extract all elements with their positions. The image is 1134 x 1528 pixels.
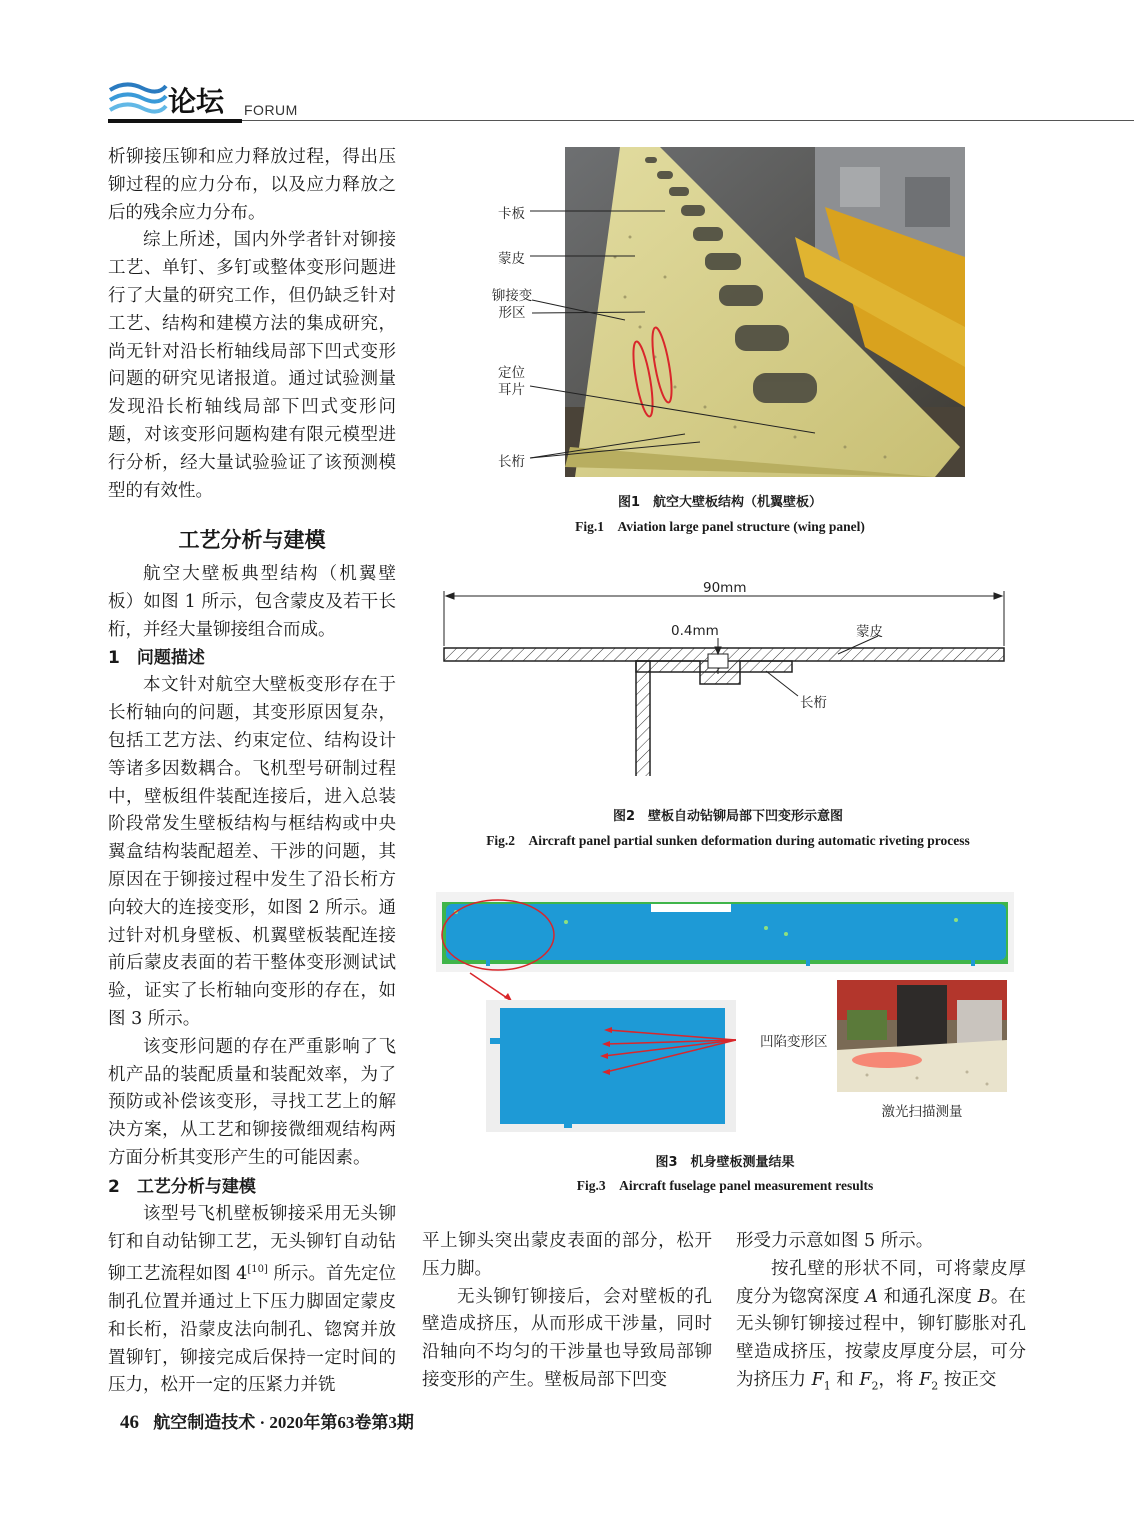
symbol-A: A bbox=[865, 1286, 879, 1307]
laser-scan-photo bbox=[837, 980, 1007, 1092]
subscript-2: 2 bbox=[871, 1379, 879, 1393]
right-column bbox=[736, 1228, 1026, 1400]
fig1-label-tab: 定位耳片 bbox=[498, 365, 525, 398]
fig1-label-skin: 蒙皮 bbox=[498, 251, 525, 267]
paragraph: 该变形问题的存在严重影响了飞机产品的装配质量和装配效率，为了预防或补偿该变形，寻找工艺上的解决方案，从工艺和铆接微细观结构两方面分析其变形产生的可能因素。 bbox=[108, 1036, 396, 1168]
left-column-lower bbox=[108, 561, 396, 1400]
fig2-dim-total: 90mm bbox=[703, 580, 747, 596]
header-rule-thick bbox=[108, 119, 242, 123]
fig3-caption-cn: 图3 机身壁板测量结果 bbox=[655, 1155, 795, 1170]
paragraph bbox=[736, 1256, 1026, 1400]
page-number: 46 bbox=[120, 1412, 139, 1433]
text-run: 该型号飞机壁板铆接采用无头铆钉和自动钻铆工艺，无头铆钉自动钻铆工艺流程如图 4 bbox=[108, 1203, 396, 1285]
fig2-section-diagram bbox=[438, 576, 1018, 776]
fig2-caption-cn: 图2 壁板自动钻铆局部下凹变形示意图 bbox=[612, 809, 844, 824]
forum-logo-icon bbox=[108, 80, 168, 118]
subscript-2: 2 bbox=[931, 1379, 939, 1393]
fig1-label-deform: 铆接变形区 bbox=[491, 288, 533, 321]
paragraph: 形受力示意如图 5 所示。 bbox=[736, 1231, 934, 1251]
text-run: 按正交 bbox=[938, 1369, 997, 1390]
fig1-leader-lines bbox=[470, 140, 970, 480]
fig2-label-skin: 蒙皮 bbox=[856, 624, 883, 640]
paragraph: 本文针对航空大壁板变形存在于长桁轴向的问题，其变形原因复杂，包括工艺方法、约束定位、结构设计等诸多因数耦合。飞机型号研制过程中，壁板组件装配连接后，进入总装阶段常发生壁板结构与框结构或中央翼盒结构装配超差、干涉的问题，其原因在于铆接过程中发生了沿长桁方向较大的连接变形，如图 2 所示。通过针对机身壁板、机翼壁板装配连接前后蒙皮表面的若干整体变形测试试验，证实了长桁轴向变形的存在，如图 3 所示。 bbox=[108, 675, 396, 1029]
section-title: 工艺分析与建模 bbox=[178, 528, 326, 552]
symbol-B: B bbox=[977, 1286, 991, 1307]
fig2-dim-gap: 0.4mm bbox=[671, 623, 719, 639]
fig1-label-clamp: 卡板 bbox=[498, 206, 525, 222]
fig3-label-laser: 激光扫描测量 bbox=[881, 1104, 963, 1120]
subscript-1: 1 bbox=[823, 1379, 831, 1393]
left-column bbox=[108, 144, 396, 505]
fig1-caption-cn: 图1 航空大壁板结构（机翼壁板） bbox=[617, 495, 823, 510]
text-run: 和通孔深度 bbox=[878, 1286, 978, 1307]
figure-3 bbox=[430, 888, 1020, 1198]
text-run: 和 bbox=[830, 1369, 860, 1390]
header bbox=[0, 70, 1134, 130]
text-run: 。在无头铆钉铆接过程中，铆钉膨胀对孔壁造成挤压，按蒙皮厚度分层，可分为挤压力 bbox=[736, 1286, 1026, 1390]
header-title: 论坛 bbox=[168, 85, 225, 118]
text-run: 所示。首先定位制孔位置并通过上下压力脚固定蒙皮和长桁，沿蒙皮法向制孔、锪窝并放置铆钉，铆接完成后保持一定时间的压力，松开一定的压紧力并铣 bbox=[108, 1264, 397, 1396]
header-subtitle: FORUM bbox=[244, 102, 298, 118]
paragraph: 平上铆头突出蒙皮表面的部分，松开压力脚。 bbox=[422, 1231, 712, 1279]
footer bbox=[120, 1408, 414, 1434]
paragraph: 航空大壁板典型结构（机翼壁板）如图 1 所示，包含蒙皮及若干长桁，并经大量铆接组合而成。 bbox=[108, 564, 396, 640]
symbol-F: F bbox=[811, 1369, 824, 1390]
text-run: 按孔壁的形状不同，可将蒙皮厚度分为锪窝深度 bbox=[736, 1258, 1026, 1307]
header-rule-thin bbox=[242, 120, 1134, 121]
paragraph: 无头铆钉铆接后，会对壁板的孔壁造成挤压，从而形成干涉量，同时沿轴向不均匀的干涉量也导致局部铆接变形的产生。壁板局部下凹变 bbox=[422, 1286, 712, 1390]
fuselage-scan-zoom bbox=[486, 1000, 736, 1132]
paragraph: 综上所述，国内外学者针对铆接工艺、单钉、多钉或整体变形问题进行了大量的研究工作，但仍缺乏针对工艺、结构和建模方法的集成研究，尚无针对沿长桁轴线局部下凹式变形问题的研究见诸报道。通过试验测量发现沿长桁轴线局部下凹式变形问题，对该变形问题构建有限元模型进行分析，经大量试验验证了该预测模型的有效性。 bbox=[108, 230, 396, 501]
subsection-heading: 1 问题描述 bbox=[108, 648, 205, 669]
subsection-heading: 2 工艺分析与建模 bbox=[108, 1176, 256, 1197]
fig3-label-dent: 凹陷变形区 bbox=[760, 1034, 828, 1050]
fig2-caption-en: Fig.2 Aircraft panel partial sunken deformation during automatic riveting process bbox=[486, 833, 970, 848]
fig3-caption-en: Fig.3 Aircraft fuselage panel measurement results bbox=[576, 1178, 874, 1193]
text-run: ，将 bbox=[878, 1369, 920, 1390]
fig1-caption-en: Fig.1 Aviation large panel structure (wing panel) bbox=[575, 519, 865, 534]
symbol-F: F bbox=[859, 1369, 872, 1390]
journal-info: 航空制造技术 · 2020年第63卷第3期 bbox=[153, 1413, 414, 1432]
fig2-label-stringer: 长桁 bbox=[800, 695, 827, 711]
figure-2 bbox=[438, 576, 1018, 846]
fig1-label-stringer: 长桁 bbox=[498, 454, 525, 470]
figure-1 bbox=[470, 140, 970, 540]
citation[interactable]: [10] bbox=[247, 1264, 268, 1276]
symbol-F: F bbox=[919, 1369, 932, 1390]
paragraph: 析铆接压铆和应力释放过程，得出压铆过程的应力分布，以及应力释放之后的残余应力分布。 bbox=[108, 147, 396, 223]
paragraph bbox=[108, 1201, 396, 1400]
middle-column bbox=[422, 1228, 712, 1395]
